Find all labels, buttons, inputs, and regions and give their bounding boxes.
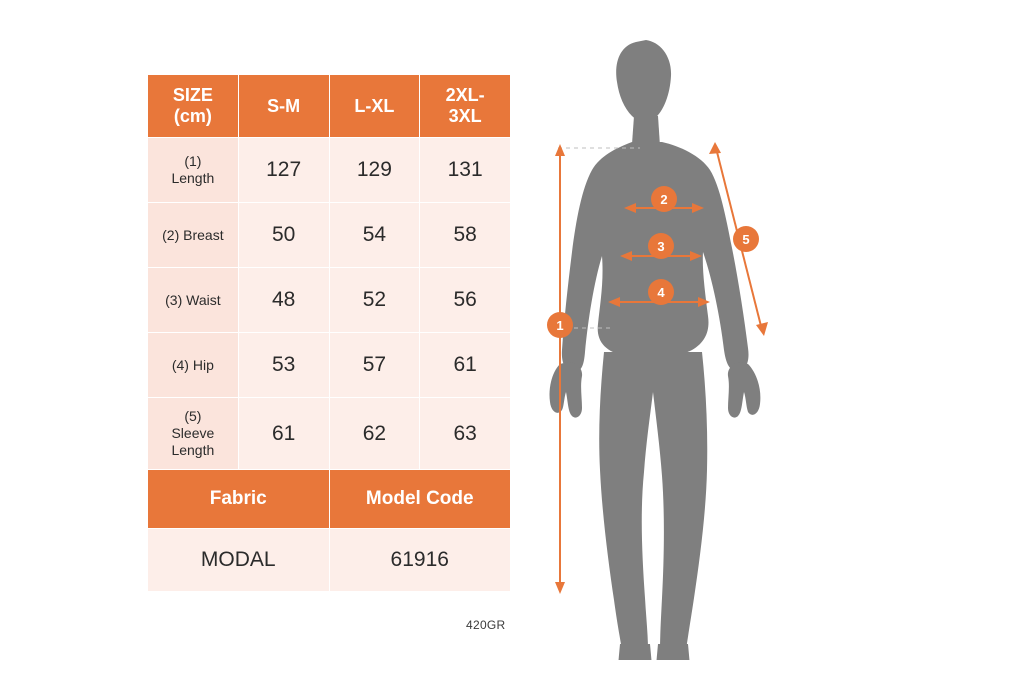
body-silhouette [549, 40, 760, 660]
table-row [148, 203, 511, 268]
row-label-waist: (3) Waist [148, 268, 239, 333]
cell-hip-2xl3xl: 61 [420, 333, 511, 398]
cell-breast-sm: 50 [238, 203, 329, 268]
length-arrow-head-bottom [555, 582, 565, 594]
row-label-sleeve-line1: (5) [184, 408, 202, 425]
header-size-line2: (cm) [173, 106, 212, 126]
row-label-sleeve-length [148, 398, 239, 470]
cell-length-lxl: 129 [329, 138, 420, 203]
cell-waist-sm: 48 [238, 268, 329, 333]
cell-hip-lxl: 57 [329, 333, 420, 398]
row-label-length-line1: (1) [184, 153, 202, 170]
table-row [148, 268, 511, 333]
header-2xl3xl [420, 75, 511, 138]
header-size-line1: SIZE [172, 85, 213, 106]
measurement-diagram [520, 20, 850, 660]
cell-waist-lxl: 52 [329, 268, 420, 333]
sleeve-arrow-head-bottom [756, 322, 768, 336]
header-2xl3xl-line2: 3XL [448, 106, 482, 126]
cell-breast-lxl: 54 [329, 203, 420, 268]
cell-length-2xl3xl: 131 [420, 138, 511, 203]
cell-length-sm: 127 [238, 138, 329, 203]
table-footer-header-row [148, 470, 511, 529]
header-sm: S-M [238, 75, 329, 138]
footer-label-fabric: Fabric [148, 470, 330, 529]
table-row [148, 398, 511, 470]
cell-sleeve-sm: 61 [238, 398, 329, 470]
footer-label-model-code: Model Code [329, 470, 511, 529]
weight-code-note: 420GR [466, 618, 506, 632]
marker-badge-2: 2 [651, 186, 677, 212]
table-row [148, 138, 511, 203]
cell-breast-2xl3xl: 58 [420, 203, 511, 268]
female-silhouette-svg [520, 20, 850, 660]
header-2xl3xl-line1: 2XL- [445, 85, 485, 106]
row-label-sleeve-line3: Length [171, 441, 215, 458]
sleeve-arrow-head-top [709, 142, 721, 154]
row-label-breast: (2) Breast [148, 203, 239, 268]
row-label-sleeve-line2: Sleeve [171, 425, 215, 442]
row-label-length [148, 138, 239, 203]
header-lxl: L-XL [329, 75, 420, 138]
marker-badge-5: 5 [733, 226, 759, 252]
cell-sleeve-lxl: 62 [329, 398, 420, 470]
marker-badge-3: 3 [648, 233, 674, 259]
table-row [148, 333, 511, 398]
marker-badge-1: 1 [547, 312, 573, 338]
row-label-hip: (4) Hip [148, 333, 239, 398]
cell-sleeve-2xl3xl: 63 [420, 398, 511, 470]
footer-value-fabric: MODAL [148, 529, 330, 592]
table-footer-value-row [148, 529, 511, 592]
row-label-length-line2: Length [171, 170, 215, 186]
header-size [148, 75, 239, 138]
cell-hip-sm: 53 [238, 333, 329, 398]
cell-waist-2xl3xl: 56 [420, 268, 511, 333]
table-header-row [148, 75, 511, 138]
marker-badge-4: 4 [648, 279, 674, 305]
length-arrow-head-top [555, 144, 565, 156]
size-table [147, 74, 511, 592]
footer-value-model-code: 61916 [329, 529, 511, 592]
